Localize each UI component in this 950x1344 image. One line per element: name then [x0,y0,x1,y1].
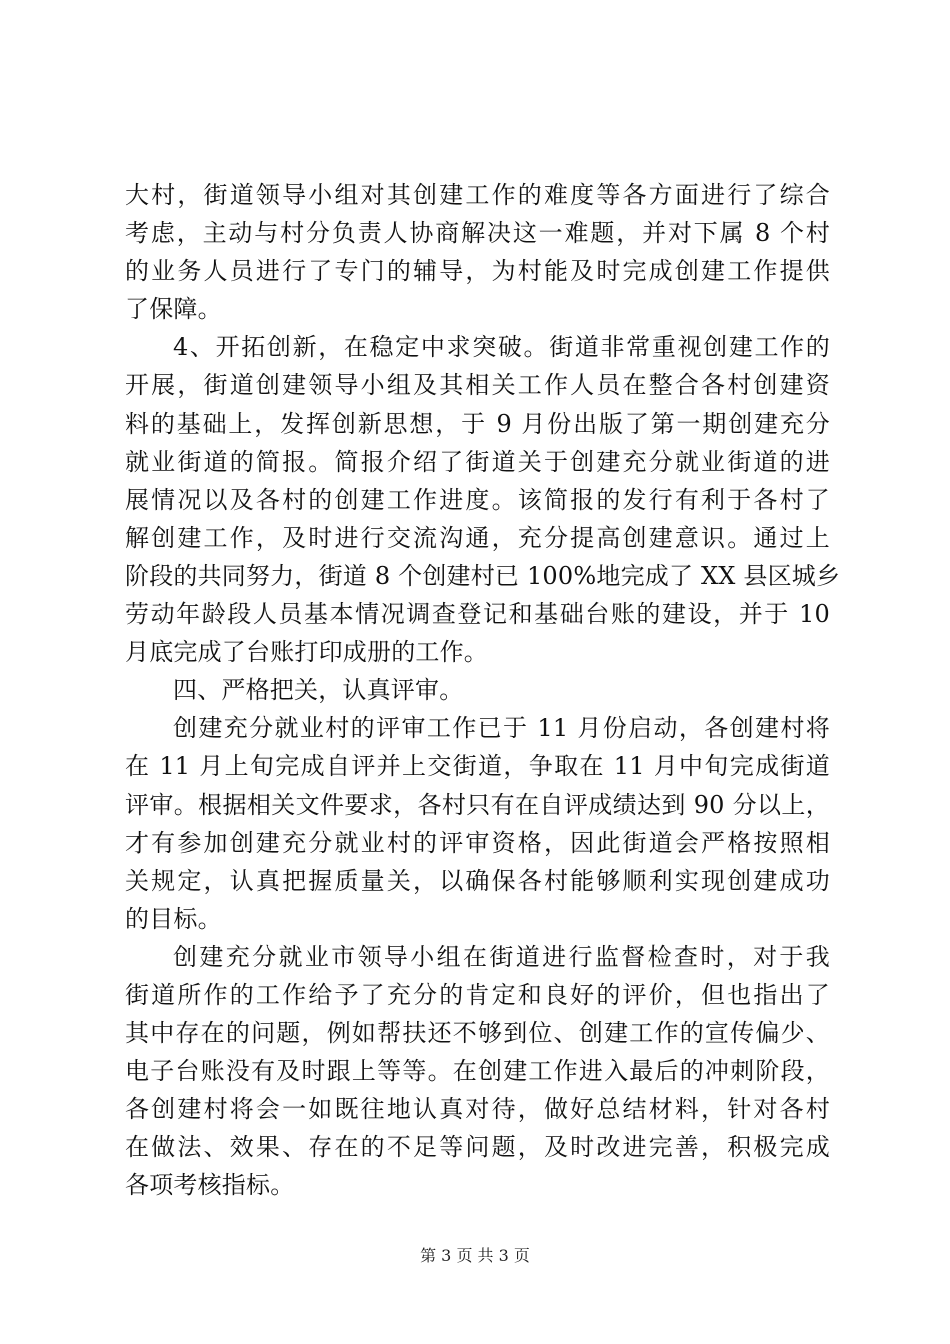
text-line: 4、开拓创新，在稳定中求突破。街道非常重视创建工作的 [173,333,830,362]
text-line: 才有参加创建充分就业村的评审资格，因此街道会严格按照相 [125,828,830,857]
section-heading: 四、严格把关，认真评审。 [173,676,464,705]
text-line: 劳动年龄段人员基本情况调查登记和基础台账的建设，并于 10 [125,600,830,629]
document-body [125,176,841,1205]
text-line: 在 11 月上旬完成自评并上交街道，争取在 11 月中旬完成街道 [125,752,830,781]
text-line: 的目标。 [125,904,222,933]
text-line: 阶段的共同努力，街道 8 个创建村已 100%地完成了 XX 县区城乡 [125,561,841,590]
text-line: 创建充分就业市领导小组在街道进行监督检查时，对于我 [173,942,830,971]
text-line: 创建充分就业村的评审工作已于 11 月份启动，各创建村将 [173,714,830,743]
text-line: 其中存在的问题，例如帮扶还不够到位、创建工作的宣传偏少、 [125,1019,830,1048]
text-line: 展情况以及各村的创建工作进度。该简报的发行有利于各村了 [125,485,830,514]
text-line: 开展，街道创建领导小组及其相关工作人员在整合各村创建资 [125,371,830,400]
text-line: 大村，街道领导小组对其创建工作的难度等各方面进行了综合 [125,181,830,209]
text-line: 了保障。 [125,295,222,324]
text-line: 料的基础上，发挥创新思想，于 9 月份出版了第一期创建充分 [125,409,830,438]
page-number-footer: 第 3 页 共 3 页 [420,1246,530,1265]
text-line: 在做法、效果、存在的不足等问题，及时改进完善，积极完成 [125,1133,830,1162]
text-line: 月底完成了台账打印成册的工作。 [125,638,488,667]
text-line: 电子台账没有及时跟上等等。在创建工作进入最后的冲刺阶段， [125,1057,830,1086]
text-line: 的业务人员进行了专门的辅导，为村能及时完成创建工作提供 [125,257,830,286]
text-line: 关规定，认真把握质量关，以确保各村能够顺利实现创建成功 [125,866,830,895]
text-line: 就业街道的简报。简报介绍了街道关于创建充分就业街道的进 [125,447,830,476]
text-line: 评审。根据相关文件要求，各村只有在自评成绩达到 90 分以上， [125,790,830,819]
text-line: 解创建工作，及时进行交流沟通，充分提高创建意识。通过上 [125,523,830,552]
text-line: 各项考核指标。 [125,1171,295,1200]
text-line: 考虑，主动与村分负责人协商解决这一难题，并对下属 8 个村 [125,219,830,248]
text-line: 街道所作的工作给予了充分的肯定和良好的评价，但也指出了 [125,980,830,1009]
text-line: 各创建村将会一如既往地认真对待，做好总结材料，针对各村 [125,1095,830,1124]
